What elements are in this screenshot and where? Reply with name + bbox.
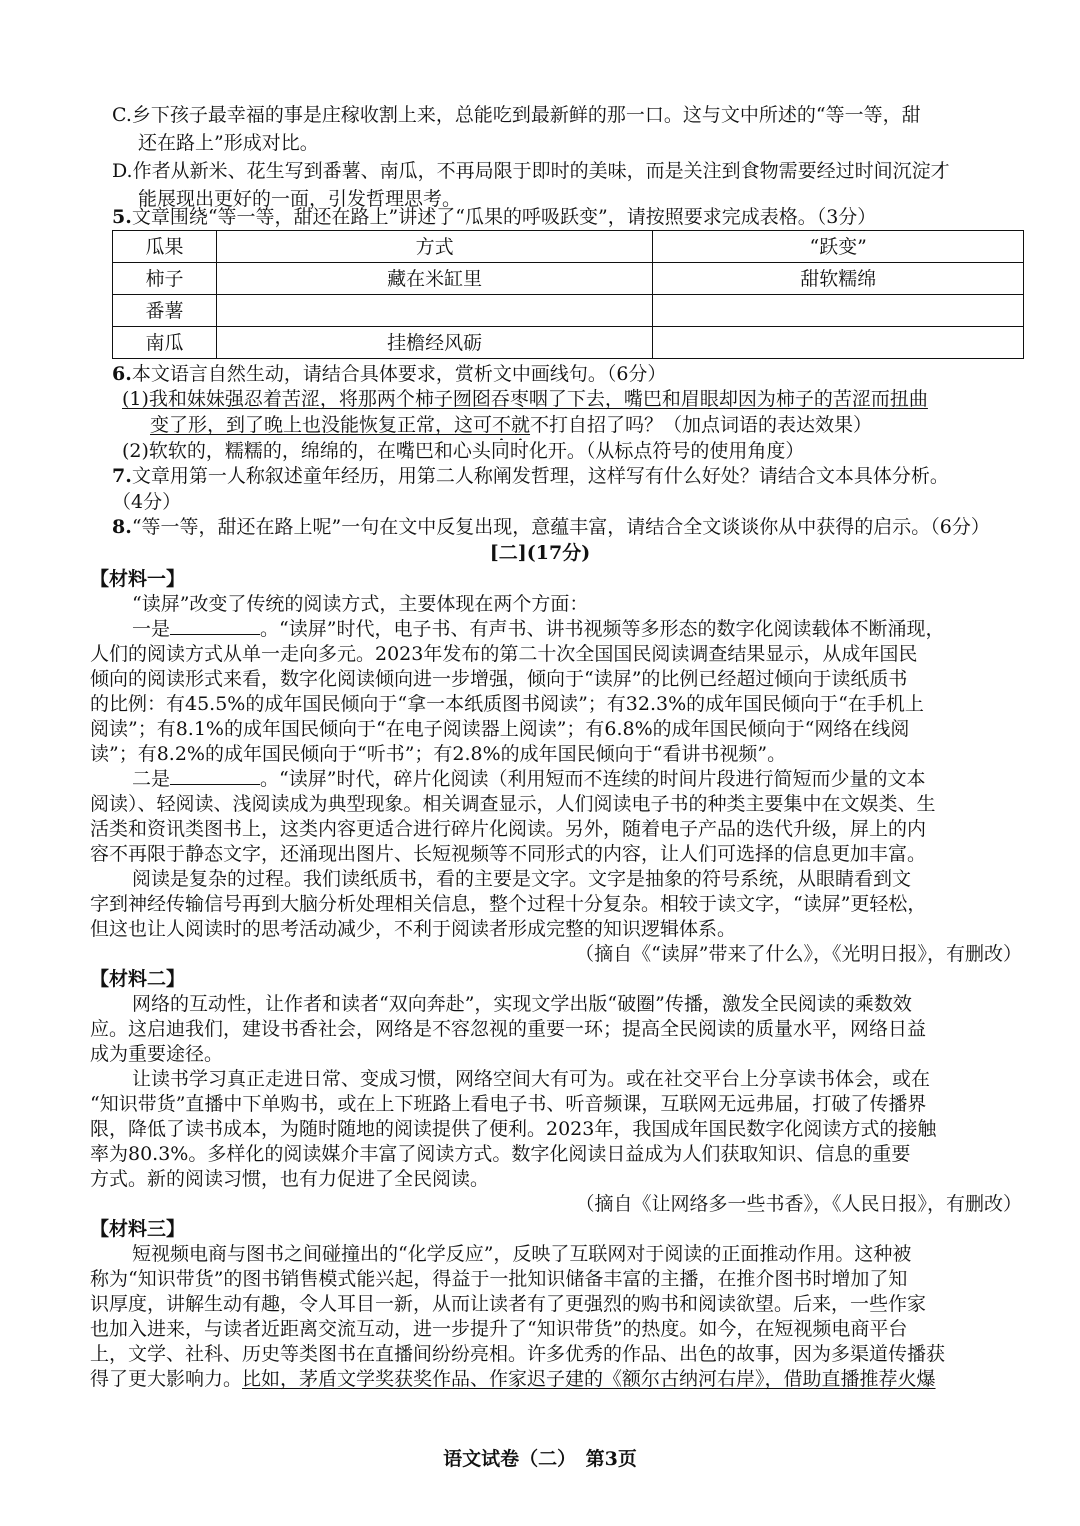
paragraph-line: 方式。新的阅读习惯，也有力促进了全民阅读。 [90, 1168, 490, 1190]
paragraph-line: “读屏”改变了传统的阅读方式，主要体现在两个方面： [132, 593, 589, 615]
question-text: 本文语言自然生动，请结合具体要求，赏析文中画线句。（6分） [131, 363, 667, 385]
table-cell: 藏在米缸里 [216, 263, 653, 295]
paragraph-line: 也加入进来，与读者近距离交流互动，进一步提升了“知识带货”的热度。如今，在短视频电商平台 [90, 1318, 908, 1340]
paragraph-line: 让读书学习真正走进日常、变成习惯，网络空间大有可为。或在社交平台上分享读书体会，或在 [132, 1068, 931, 1090]
table-cell: 番薯 [113, 295, 217, 327]
line-end: 。“读屏”时代，碎片化阅读（利用短而不连续的时间片段进行简短而少量的文本 [260, 768, 926, 790]
table-header-cell: “跃变” [653, 231, 1024, 263]
underlined-sentence: 比如，茅盾文学奖获奖作品、作家迟子建的《额尔古纳河右岸》，借助直播推荐火爆 [242, 1368, 936, 1390]
paragraph-line: 字到神经传输信号再到大脑分析处理相关信息，整个过程十分复杂。相较于读文字，“读屏”更轻松， [90, 893, 927, 915]
question-text: 文章围绕“等一等，甜还在路上”讲述了“瓜果的呼吸跃变”，请按照要求完成表格。（3分） [131, 206, 877, 228]
option-c-line1: C.乡下孩子最幸福的事是庄稼收割上来，总能吃到最新鲜的那一口。这与文中所述的“等一等，甜 [112, 104, 921, 126]
paragraph-line: 人们的阅读方式从单一走向多元。2023年发布的第二十次全国国民阅读调查结果显示，从成年国民 [90, 643, 918, 665]
question-5 [112, 202, 876, 232]
paragraph-line: 阅读）、轻阅读、浅阅读成为典型现象。相关调查显示，人们阅读电子书的种类主要集中在文娱类、生 [90, 793, 936, 815]
table-header-cell: 瓜果 [113, 231, 217, 263]
paragraph-line: 容不再限于静态文字，还涌现出图片、长短视频等不同形式的内容，让人们可选择的信息更加丰富。 [90, 843, 927, 865]
paragraph-line: 阅读是复杂的过程。我们读纸质书，看的主要是文字。文字是抽象的符号系统，从眼睛看到文 [132, 868, 912, 890]
material-1-title: 【材料一】 [90, 568, 186, 590]
paragraph-line: 应。这启迪我们，建设书香社会，网络是不容忽视的重要一环；提高全民阅读的质量水平，网络日益 [90, 1018, 927, 1040]
underlined-sentence: 变了形，到了晚上也没能恢复正常，这可 [150, 414, 493, 436]
table-row [113, 295, 1024, 327]
underlined-sentence: (1)我和妹妹强忍着苦涩，将那两个柿子囫囵吞枣咽了下去，嘴巴和眉眼却因为柿子的苦涩而扭曲 [122, 388, 928, 410]
paragraph-line: 率为80.3%。多样化的阅读媒介丰富了阅读方式。数字化阅读日益成为人们获取知识、信息的重要 [90, 1143, 911, 1165]
table-header-row [113, 231, 1024, 263]
material-3-title: 【材料三】 [90, 1218, 186, 1240]
paragraph-line: 倾向的阅读形式来看，数字化阅读倾向进一步增强，倾向于“读屏”的比例已经超过倾向于读纸质书 [90, 668, 908, 690]
paragraph-line: 阅读”；有8.1%的成年国民倾向于“在电子阅读器上阅读”；有6.8%的成年国民倾向于“网络在线阅 [90, 718, 910, 740]
question-number: 8. [112, 516, 132, 538]
paragraph-line: 称为“知识带货”的图书销售模式能兴起，得益于一批知识储备丰富的主播，在推介图书时增加了知 [90, 1268, 908, 1290]
paragraph-line: 识厚度，讲解生动有趣，令人耳目一新，从而让读者有了更强烈的购书和阅读欲望。后来，一些作家 [90, 1293, 927, 1315]
fill-blank-1[interactable] [170, 614, 260, 635]
answer-table [112, 230, 1024, 359]
line-start: 得了更大影响力。 [90, 1368, 243, 1390]
dotted-words: 不就 [492, 414, 531, 436]
paragraph-line: 的比例：有45.5%的成年国民倾向于“拿一本纸质图书阅读”；有32.3%的成年国民倾向于“在手机上 [90, 693, 924, 715]
paragraph-line: 短视频电商与图书之间碰撞出的“化学反应”，反映了互联网对于阅读的正面推动作用。这种被 [132, 1243, 912, 1265]
line-start: 一是 [132, 618, 171, 640]
paragraph-line: 成为重要途径。 [90, 1043, 224, 1065]
material-2-title: 【材料二】 [90, 968, 186, 990]
table-cell: 甜软糯绵 [653, 263, 1024, 295]
paragraph-line: “知识带货”直播中下单购书，或在上下班路上看电子书、听音频课，互联网无远弗届，打破了传播界 [90, 1093, 927, 1115]
paragraph-line: 但这也让人阅读时的思考活动减少，不利于阅读者形成完整的知识逻辑体系。 [90, 918, 737, 940]
table-row [113, 263, 1024, 295]
option-d-line2: 能展现出更好的一面，引发哲理思考。 [138, 188, 462, 210]
paragraph-line [90, 1364, 936, 1394]
paragraph-line: 活类和资讯类图书上，这类内容更适合进行碎片化阅读。另外，随着电子产品的迭代升级，屏上的内 [90, 818, 927, 840]
paragraph-line: 读”；有8.2%的成年国民倾向于“听书”；有2.8%的成年国民倾向于“看讲书视频”。 [90, 743, 787, 765]
q6-hint: 不打自招了吗？（加点词语的表达效果） [530, 414, 873, 436]
paragraph-line: 网络的互动性，让作者和读者“双向奔赴”，实现文学出版“破圈”传播，激发全民阅读的乘数效 [132, 993, 912, 1015]
table-cell: 挂檐经风砺 [216, 327, 653, 359]
source-citation: （摘自《“读屏”带来了什么》，《光明日报》，有删改） [575, 943, 1022, 965]
paragraph-line: 上，文学、社科、历史等类图书在直播间纷纷亮相。许多优秀的作品、出色的故事，因为多渠道传播获 [90, 1343, 946, 1365]
option-d-line1: D.作者从新米、花生写到番薯、南瓜，不再局限于即时的美味，而是关注到食物需要经过时间沉淀才 [112, 160, 950, 182]
table-cell-blank[interactable] [653, 327, 1024, 359]
paragraph-line: 限，降低了读书成本，为随时随地的阅读提供了便利。2023年，我国成年国民数字化阅读方式的接触 [90, 1118, 937, 1140]
q6-sentence2: (2)软软的，糯糯的，绵绵的，在嘴巴和心头同时化开。（从标点符号的使用角度） [122, 440, 805, 462]
table-cell: 柿子 [113, 263, 217, 295]
table-cell-blank[interactable] [653, 295, 1024, 327]
question-number: 6. [112, 363, 132, 385]
line-start: 二是 [132, 768, 171, 790]
page-footer: 语文试卷（二） 第3页 [443, 1448, 637, 1470]
section-heading: [二](17分) [489, 542, 591, 564]
line-end: 。“读屏”时代，电子书、有声书、讲书视频等多形态的数字化阅读载体不断涌现， [260, 618, 945, 640]
question-7 [112, 461, 949, 491]
question-number: 5. [112, 206, 132, 228]
fill-blank-2[interactable] [170, 764, 260, 785]
table-row [113, 327, 1024, 359]
table-cell: 南瓜 [113, 327, 217, 359]
question-text: “等一等，甜还在路上呢”一句在文中反复出现，意蕴丰富，请结合全文谈谈你从中获得的启示。（6分） [131, 516, 990, 538]
table-cell-blank[interactable] [216, 295, 653, 327]
source-citation: （摘自《让网络多一些书香》，《人民日报》，有删改） [575, 1193, 1022, 1215]
option-c-line2: 还在路上”形成对比。 [138, 132, 319, 154]
question-7-score: （4分） [112, 491, 182, 513]
question-text: 文章用第一人称叙述童年经历，用第二人称阐发哲理，这样写有什么好处？请结合文本具体分析。 [131, 465, 949, 487]
table-header-cell: 方式 [216, 231, 653, 263]
question-number: 7. [112, 465, 132, 487]
